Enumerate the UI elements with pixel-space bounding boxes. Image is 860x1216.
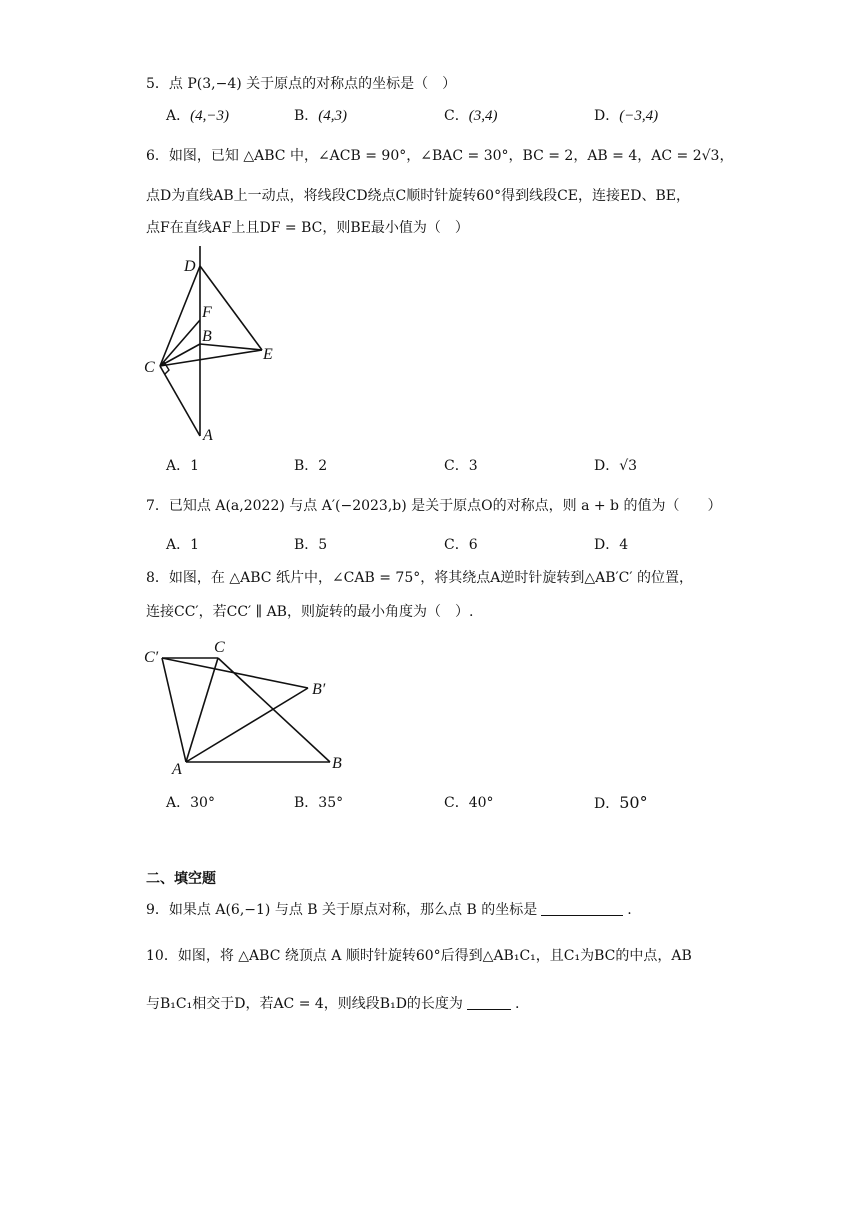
option-text: (−3,4) — [619, 108, 659, 124]
q10-stem-line1: 10．如图，将 △ABC 绕顶点 A 顺时针旋转60°后得到△AB₁C₁，且C₁为BC的中点，AB — [146, 948, 692, 964]
q8-stem-line1: 8．如图，在 △ABC 纸片中，∠CAB = 75°，将其绕点A逆时针旋转到△AB′C′ 的位置， — [146, 570, 694, 586]
option-letter: A． — [166, 108, 191, 124]
option-letter: B． — [294, 795, 319, 811]
q7-option-c[interactable] — [444, 535, 478, 555]
q5-option-c[interactable] — [444, 106, 497, 126]
option-text: 35° — [318, 795, 344, 811]
q8-stem-line2: 连接CC′，若CC′ ∥ AB，则旋转的最小角度为（ ）. — [146, 604, 474, 620]
segment-cd — [160, 266, 200, 366]
q6-option-d[interactable] — [594, 456, 637, 476]
option-letter: B． — [294, 458, 319, 474]
q8-options — [166, 793, 726, 813]
option-letter: A． — [166, 458, 191, 474]
q6-stem-line2: 点D为直线AB上一动点，将线段CD绕点C顺时针旋转60°得到线段CE，连接ED、BE， — [146, 188, 690, 204]
option-letter: A． — [166, 537, 191, 553]
label-d: D — [184, 258, 196, 275]
q10-end: . — [514, 996, 520, 1012]
option-letter: C． — [444, 458, 469, 474]
label-b-prime: B′ — [312, 681, 326, 698]
option-letter: B． — [294, 537, 319, 553]
label-c: C — [214, 639, 225, 656]
option-letter: D． — [594, 796, 620, 812]
q9-text: 9．如果点 A(6,−1) 与点 B 关于原点对称，那么点 B 的坐标是 — [146, 902, 538, 918]
q7-option-b[interactable] — [294, 535, 327, 555]
q8-figure — [140, 634, 360, 780]
q5-stem: 5．点 P(3,−4) 关于原点的对称点的坐标是（ ） — [146, 76, 457, 92]
option-text: √3 — [619, 458, 638, 474]
option-text: 3 — [468, 458, 478, 474]
option-letter: D． — [594, 458, 620, 474]
option-letter: C． — [444, 795, 469, 811]
q7-options — [166, 535, 726, 555]
label-b: B — [332, 755, 342, 772]
q5-option-d[interactable] — [594, 106, 658, 126]
option-text: 6 — [468, 537, 478, 553]
option-text: (4,3) — [318, 108, 348, 124]
segment-cf — [160, 320, 200, 366]
segment-c1a — [162, 658, 186, 762]
label-c-prime: C′ — [144, 649, 159, 666]
option-text: 1 — [190, 458, 200, 474]
q6-option-a[interactable] — [166, 456, 199, 476]
option-letter: C． — [444, 108, 469, 124]
q8-option-c[interactable] — [444, 793, 494, 813]
label-a: A — [203, 427, 213, 444]
q10-answer-blank[interactable] — [467, 995, 511, 1010]
option-letter: D． — [594, 537, 620, 553]
option-text: 1 — [190, 537, 200, 553]
option-letter: A． — [166, 795, 191, 811]
q6-option-b[interactable] — [294, 456, 327, 476]
segment-ca — [160, 366, 200, 436]
option-text: (3,4) — [468, 108, 498, 124]
right-angle-mark — [164, 362, 169, 374]
q8-option-a[interactable] — [166, 793, 215, 813]
q7-stem: 7．已知点 A(a,2022) 与点 A′(−2023,b) 是关于原点O的对称点，则 a + b 的值为（ ） — [146, 498, 722, 514]
q7-option-a[interactable] — [166, 535, 199, 555]
option-text: 5 — [318, 537, 328, 553]
option-text: 30° — [190, 795, 215, 811]
q6-stem-line1: 6．如图，已知 △ABC 中，∠ACB = 90°，∠BAC = 30°，BC = 2，AB = 4，AC = 2√3， — [146, 148, 734, 164]
label-e: E — [263, 346, 273, 363]
option-text: 2 — [318, 458, 328, 474]
option-text: (4,−3) — [190, 108, 229, 124]
option-letter: D． — [594, 108, 620, 124]
q9-answer-blank[interactable] — [541, 901, 623, 916]
option-text: 4 — [619, 537, 629, 553]
q5-option-b[interactable] — [294, 106, 347, 126]
label-b: B — [202, 328, 212, 345]
q10-text: 与B₁C₁相交于D，若AC = 4，则线段B₁D的长度为 — [146, 996, 463, 1012]
q10-stem-line2 — [146, 994, 519, 1014]
q5-option-a[interactable] — [166, 106, 229, 126]
option-letter: C． — [444, 537, 469, 553]
label-a: A — [172, 761, 182, 778]
q5-options — [166, 106, 726, 126]
q9-stem — [146, 900, 632, 920]
option-text: 40° — [468, 795, 494, 811]
q8-option-b[interactable] — [294, 793, 343, 813]
q8-option-d[interactable] — [594, 793, 648, 814]
label-f: F — [202, 304, 212, 321]
q6-stem-line3: 点F在直线AF上且DF = BC，则BE最小值为（ ） — [146, 220, 469, 236]
q7-option-d[interactable] — [594, 535, 628, 555]
section-title: 二、填空题 — [146, 871, 216, 887]
option-letter: B． — [294, 108, 319, 124]
option-text: 50° — [619, 793, 648, 812]
segment-cb — [218, 658, 330, 762]
label-c: C — [144, 359, 155, 376]
q6-option-c[interactable] — [444, 456, 478, 476]
q6-options — [166, 456, 726, 476]
q6-figure — [140, 244, 290, 446]
q9-end: . — [627, 902, 632, 918]
